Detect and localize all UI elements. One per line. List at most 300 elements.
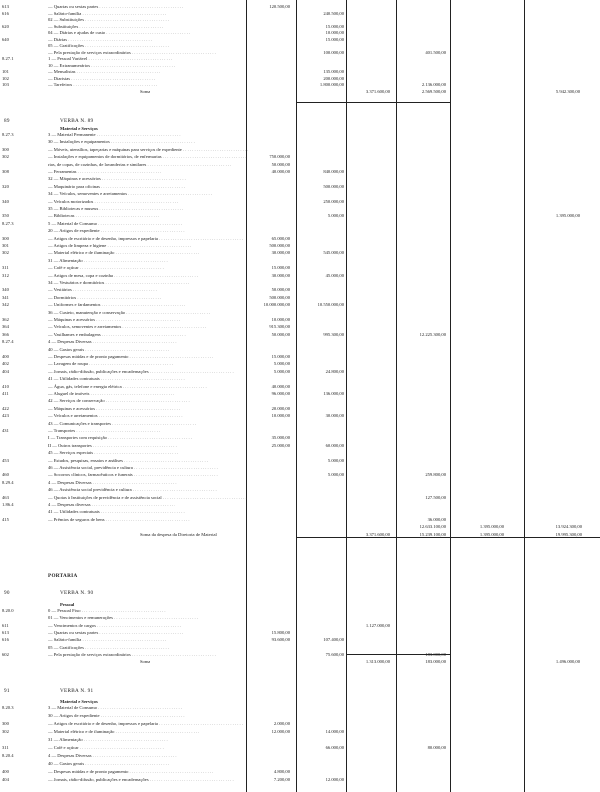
row-value-c1: 40.000,00	[271, 169, 290, 174]
budget-row	[0, 11, 600, 17]
budget-row	[0, 465, 600, 471]
budget-row	[0, 280, 600, 286]
row-label: 41 — Utilidades contratuais . . .	[48, 509, 185, 515]
budget-row	[0, 502, 600, 508]
row-label: Soma da despesa da Diretoria de Material	[140, 531, 217, 537]
row-label: — Jornais, rádio-difusão, publicações e encadernações . . .	[48, 369, 234, 375]
row-label: 05 — Gratificações . . .	[48, 43, 169, 49]
row-code: 453	[2, 457, 9, 463]
row-value-c2: 840.000,00	[323, 169, 344, 174]
row-label: — Artigos de mesa, copa e cozinha . . .	[48, 273, 198, 279]
row-code: 410	[2, 383, 9, 389]
row-code: 320	[2, 183, 9, 189]
row-code: 460	[2, 472, 9, 478]
row-value-c1: 15.000,00	[271, 265, 290, 271]
row-label: 34 — Vestuários e dormitórios . . .	[48, 280, 189, 286]
row-value-grand-total: 13.924.300,00	[555, 524, 582, 530]
row-label: — Bibliotecas . . .	[48, 213, 159, 219]
verba-91-section: Material e Serviços	[60, 699, 98, 704]
row-code: 463	[2, 494, 9, 500]
budget-row	[0, 721, 600, 727]
row-value-c1: 65.000,00	[271, 235, 290, 241]
budget-row	[0, 645, 600, 651]
budget-row	[0, 69, 600, 75]
row-value-c3: 1.313.000,00	[365, 659, 390, 665]
budget-row	[0, 63, 600, 69]
row-value-c1: 5.000,00	[273, 368, 290, 374]
row-value-c1: 5.000,00	[273, 361, 290, 367]
row-label: — Vasilhames e embalagens . . .	[48, 332, 186, 338]
row-label: — Salário-família . . .	[48, 637, 166, 643]
row-code: 8.20.3	[2, 705, 14, 710]
row-code: 340	[2, 198, 9, 204]
budget-row	[0, 324, 600, 330]
budget-row	[0, 769, 600, 775]
budget-row	[0, 761, 600, 767]
row-label: 43 — Comunicações e transportes . . .	[48, 421, 196, 427]
row-label: — Máquinas e acessórios . . .	[48, 317, 180, 323]
row-value-c1: 10.000,00	[271, 317, 290, 322]
row-code: 340	[2, 287, 9, 293]
row-label: 46 — Assistência social previdência e cultura . . .	[48, 487, 217, 493]
row-value-c2: 14.000,00	[325, 729, 344, 734]
row-label: 10 — Extranumerários . . .	[48, 63, 175, 69]
row-value-c1: 25.000,00	[271, 442, 290, 448]
budget-row	[0, 50, 600, 56]
row-label: 5 — Material de Consumo . . .	[48, 221, 182, 227]
row-label: — Pela prestação de serviços extraordinários . . .	[48, 50, 216, 56]
budget-row	[0, 17, 600, 23]
row-code: 362	[2, 317, 9, 322]
budget-row	[0, 82, 600, 88]
budget-row	[0, 361, 600, 367]
row-label: 02 — Substituições . . .	[48, 17, 169, 23]
budget-row	[0, 517, 600, 523]
row-label: — Salário-família . . .	[48, 11, 166, 17]
row-value-c3: 1.127.000,00	[365, 622, 390, 628]
budget-row	[0, 413, 600, 419]
budget-row	[0, 169, 600, 175]
row-value-c1: 500.000,00	[269, 294, 290, 300]
row-code: 423	[2, 413, 9, 419]
budget-row	[0, 243, 600, 249]
row-label: 3 — Material Permanente . . .	[48, 132, 181, 138]
row-value-c5: 1.395.000,00	[479, 524, 504, 530]
budget-row	[0, 615, 600, 621]
row-value-c2: 10.550.000,00	[317, 302, 344, 308]
row-value-c1: 93.600,00	[271, 637, 290, 643]
budget-row	[0, 495, 600, 501]
row-value-c3: 3.371.600,00	[365, 88, 390, 94]
row-value-c4: 401.500,00	[425, 49, 446, 55]
row-value-c2: 500.000,00	[323, 183, 344, 189]
row-label: — Jornais, rádio-difusão, publicações e encadernações . . .	[48, 777, 234, 783]
budget-row	[0, 4, 600, 10]
row-label: — Artigos de limpeza e higiene . . .	[48, 243, 191, 249]
row-code: 613	[2, 629, 9, 635]
row-value-c1: 500.000,00	[269, 243, 290, 248]
budget-row	[0, 302, 600, 308]
row-label: — Pela prestação de serviços extraordinários . . .	[48, 652, 216, 658]
row-code: 602	[2, 651, 9, 657]
row-value-c1: 915.300,00	[269, 324, 290, 330]
row-value-c4: 36.000,00	[427, 516, 446, 522]
row-code: 616	[2, 10, 9, 16]
row-value-c1: 15.800,00	[271, 629, 290, 635]
budget-row	[0, 76, 600, 82]
row-code: 366	[2, 331, 9, 337]
budget-row	[0, 317, 600, 323]
row-code: 640	[2, 36, 9, 42]
row-label: — Quartas ou sextas partes . . .	[48, 630, 183, 636]
budget-row	[0, 191, 600, 197]
row-code: 8.27.1	[2, 56, 14, 61]
budget-row	[0, 347, 600, 353]
row-code: 101	[2, 69, 9, 74]
row-value-c1: 120.500,00	[269, 4, 290, 9]
row-label: Soma	[140, 659, 151, 665]
row-value-c1: 4.800,00	[273, 769, 290, 774]
row-code: 8.27.4	[2, 339, 14, 345]
budget-row	[0, 524, 600, 530]
budget-row	[0, 132, 600, 138]
row-value-c5: 1.496.000,00	[555, 659, 580, 665]
row-value-c1: 10.000.000,00	[263, 302, 290, 308]
sum-rule-top	[296, 102, 450, 103]
budget-row	[0, 391, 600, 397]
row-label: 05 — Gratificações . . .	[48, 645, 169, 651]
row-code: 422	[2, 405, 9, 411]
row-value-c4: 2.569.500,00	[421, 88, 446, 94]
row-label: 3 — Material de Consumo . . .	[48, 705, 182, 711]
row-code: 8.27.3	[2, 220, 14, 226]
row-value-c2: 24.800,00	[325, 368, 344, 374]
budget-row	[0, 354, 600, 360]
row-value-c1: 7.200,00	[273, 777, 290, 782]
row-label: Soma	[140, 88, 151, 94]
row-value-c2: 45.000,00	[325, 272, 344, 278]
row-value-c4: 183.000,00	[425, 659, 446, 665]
budget-row	[0, 637, 600, 643]
row-value-c1: 12.000,00	[271, 729, 290, 734]
row-code: 102	[2, 75, 9, 81]
row-code: 302	[2, 154, 9, 160]
budget-row	[0, 428, 600, 434]
row-value-c2: 5.000,00	[327, 472, 344, 478]
row-label: — Diárias . . .	[48, 37, 152, 43]
row-label: — Veículos motorizados . . .	[48, 199, 178, 205]
row-label: — Material elétrico e de iluminação . . .	[48, 250, 199, 256]
budget-row	[0, 250, 600, 256]
row-value-c2: 15.000,00	[325, 23, 344, 29]
row-value-c4: 127.500,00	[425, 494, 446, 500]
row-value-c2: 100.000,00	[323, 49, 344, 55]
verba-91-code: 91	[4, 688, 10, 694]
portaria-verba-code: 90	[4, 590, 10, 596]
row-code: 308	[2, 169, 9, 174]
row-label: 01 — Vencimentos e remunerações . . .	[48, 615, 198, 621]
row-label: 20 — Artigos de expediente . . .	[48, 228, 185, 234]
budget-row	[0, 213, 600, 219]
row-code: 312	[2, 272, 9, 278]
budget-row	[0, 37, 600, 43]
row-code: 400	[2, 769, 9, 774]
row-label: 4 — Despesas diversas . . .	[48, 502, 175, 508]
portaria-verba-title: VERBA N. 90	[60, 590, 94, 596]
budget-row	[0, 509, 600, 515]
row-label: — Prêmios de seguros de bens . . .	[48, 517, 190, 523]
row-code: 8.27.3	[2, 132, 14, 137]
row-value-c2: 5.000,00	[327, 457, 344, 463]
row-value-c2: 995.300,00	[323, 331, 344, 337]
row-value-c2: 15.000,00	[325, 36, 344, 42]
verba-89-code: 89	[4, 118, 10, 124]
row-value-c4: 15.239.100,00	[419, 531, 446, 537]
budget-row	[0, 310, 600, 316]
row-label: — Lavagem de roupa . . .	[48, 361, 173, 367]
portaria-title: PORTARIA	[48, 573, 78, 579]
row-value-c2: 30.000,00	[325, 413, 344, 419]
row-code: 1.86.4	[2, 502, 14, 507]
budget-row	[0, 139, 600, 145]
row-value-c5: 1.395.000,00	[555, 213, 580, 219]
budget-row	[0, 339, 600, 345]
row-label: — Transportes . . .	[48, 428, 160, 434]
row-code: 620	[2, 23, 9, 29]
row-label: 0 — Pessoal Fixo . . .	[48, 608, 166, 614]
row-label: 42 — Serviços de conservação . . .	[48, 398, 190, 404]
row-label: — Quartas ou sextas partes . . .	[48, 4, 183, 10]
budget-row	[0, 147, 600, 153]
row-label: — Aluguel de imóveis . . .	[48, 391, 174, 397]
budget-row	[0, 332, 600, 338]
row-value-c2: 75.600,00	[325, 651, 344, 657]
row-label: 41 — Utilidades contratuais . . .	[48, 376, 185, 382]
row-label: 36 — Custeio, manutenção e conservação . . .	[48, 310, 210, 316]
row-label: — Substituições . . .	[48, 24, 163, 30]
row-value-c2: 200.000,00	[323, 75, 344, 81]
budget-row	[0, 295, 600, 301]
budget-row	[0, 480, 600, 486]
budget-row	[0, 737, 600, 743]
budget-row	[0, 398, 600, 404]
row-label: — Despesas miúdas e de pronto pagamento . . .	[48, 769, 213, 775]
row-label: 31 — Alimentação . . .	[48, 258, 168, 264]
row-label: 04 — Diárias e ajudas de custo . . .	[48, 30, 190, 36]
row-value-c1: 750.000,00	[269, 154, 290, 160]
row-label: — Tarefeiros . . .	[48, 82, 157, 88]
row-label: — Água, gás, telefone e energia elétrica . . .	[48, 384, 207, 390]
row-label: 4 — Despesas Diversas . . .	[48, 480, 177, 486]
row-value-c4: 80.000,00	[427, 745, 446, 750]
row-value-c2: 545.000,00	[323, 250, 344, 256]
row-label: 30 — Instalações e equipamentos . . .	[48, 139, 195, 145]
row-code: 311	[2, 745, 9, 750]
row-label: — Máquinas e acessórios . . .	[48, 406, 180, 412]
row-code: 616	[2, 637, 9, 643]
verba-89-title: VERBA N. 89	[60, 118, 94, 124]
budget-row	[0, 630, 600, 636]
row-code: 350	[2, 213, 9, 219]
row-value-c2: 12.000,00	[325, 777, 344, 782]
row-code: 341	[2, 294, 9, 300]
row-label: 45 — Serviços especiais . . .	[48, 450, 178, 456]
row-label: 40 — Gastos gerais . . .	[48, 347, 169, 353]
row-value-c4: 12.225.300,00	[419, 331, 446, 337]
budget-row	[0, 623, 600, 629]
budget-row	[0, 56, 600, 62]
row-label: 30 — Artigos de expediente . . .	[48, 713, 185, 719]
budget-row	[0, 435, 600, 441]
row-value-c2: 1.800.000,00	[319, 82, 344, 87]
row-label: — Ferramentas . . .	[48, 169, 161, 175]
row-value-c4: 259.800,00	[425, 472, 446, 478]
budget-row	[0, 184, 600, 190]
budget-row	[0, 199, 600, 205]
row-code: 300	[2, 721, 9, 726]
row-label: — Estudos, pesquisas, ensaios e análises . . .	[48, 458, 208, 464]
sum-rule-89	[296, 537, 600, 538]
row-label: — Artigos de escritório e de desenho, impressos e papelaria . . .	[48, 236, 243, 242]
row-label: 32 — Máquinas e acessórios . . .	[48, 176, 186, 182]
budget-row	[0, 421, 600, 427]
row-value-c2: 66.000,00	[325, 745, 344, 750]
row-label: — Veículos e arreiamentos . . .	[48, 413, 183, 419]
budget-row	[0, 384, 600, 390]
row-value-c2: 5.000,00	[327, 213, 344, 219]
row-value-c1: 20.000,00	[271, 405, 290, 411]
row-value-c4: 183.000,00	[425, 651, 446, 657]
row-value-c5: 1.395.000,00	[479, 531, 504, 537]
row-label: — Dormitórios . . .	[48, 295, 161, 301]
budget-row	[0, 777, 600, 783]
budget-row	[0, 443, 600, 449]
row-code: 342	[2, 302, 9, 308]
row-value-c2: 10.000,00	[325, 30, 344, 35]
verba-89-section: Material e Serviços	[60, 126, 98, 131]
row-label: — Maquinário para oficinas . . .	[48, 184, 185, 190]
row-code: 301	[2, 243, 9, 248]
row-value-c1: 2.000,00	[273, 721, 290, 726]
budget-row	[0, 472, 600, 478]
budget-row	[0, 154, 600, 160]
budget-row	[0, 43, 600, 49]
row-value-c1: 35.000,00	[271, 435, 290, 441]
budget-row	[0, 206, 600, 212]
row-code: 411	[2, 391, 9, 396]
row-value-c2: 136.000,00	[323, 391, 344, 396]
budget-row	[0, 487, 600, 493]
row-label: — Vencimentos de cargos . . .	[48, 623, 181, 629]
row-value-c4: 2.136.000,00	[421, 82, 446, 87]
row-value-grand-total: 19.995.300,00	[555, 531, 582, 537]
row-label: — Material elétrico e de iluminação . . .	[48, 729, 199, 735]
row-label: II — Outros transportes . . .	[48, 443, 177, 449]
row-value-c1: 96.000,00	[271, 391, 290, 396]
row-code: 404	[2, 368, 9, 374]
portaria-section: Pessoal	[60, 602, 75, 607]
row-label: — Uniformes e fardamentos . . .	[48, 302, 185, 308]
budget-row	[0, 652, 600, 658]
row-label: 31 — Alimentação . . .	[48, 737, 168, 743]
row-label: 4 — Despesas Diversas . . .	[48, 753, 177, 759]
row-label: — Instalações e equipamentos de dormitórios, de enfermarias . . .	[48, 154, 247, 160]
row-label: 34 — Veículos, semoventes e arreiamentos . . .	[48, 191, 212, 197]
row-code: 404	[2, 777, 9, 782]
row-label: — Vestiários . . .	[48, 287, 157, 293]
budget-row	[0, 287, 600, 293]
budget-row	[0, 608, 600, 614]
row-value-c1: 40.000,00	[271, 383, 290, 389]
row-value-c3: 3.371.600,00	[365, 531, 390, 537]
budget-row	[0, 745, 600, 751]
budget-row	[0, 458, 600, 464]
row-code: 415	[2, 516, 9, 522]
budget-row	[0, 753, 600, 759]
row-label: — Quotas à Instituições de previdência e de assistência social . . .	[48, 495, 247, 501]
budget-row	[0, 176, 600, 182]
row-code: 8.20.4	[2, 753, 14, 758]
budget-row	[0, 258, 600, 264]
row-code: 302	[2, 250, 9, 256]
row-value-c1: 10.000,00	[271, 413, 290, 419]
row-code: 8.29.4	[2, 479, 14, 485]
row-value-c1: 50.000,00	[271, 331, 290, 337]
row-value-c4: 12.633.100,00	[419, 524, 446, 530]
row-label: — Artigos de escritório e de desenho, impressos e papelaria . . .	[48, 721, 243, 727]
budget-row	[0, 659, 600, 665]
row-label: 35 — Bibliotecas e museus . . .	[48, 206, 183, 212]
row-code: 431	[2, 428, 9, 433]
row-code: 103	[2, 82, 9, 87]
row-code: 611	[2, 622, 9, 628]
budget-row	[0, 450, 600, 456]
row-code: 300	[2, 235, 9, 241]
row-label: — Despesas miúdas e de pronto pagamento . . .	[48, 354, 213, 360]
row-code: 364	[2, 324, 9, 330]
row-label: — Socorros clínicos, farmacêuticos e funerais . . .	[48, 472, 218, 478]
budget-row	[0, 228, 600, 234]
row-value-c1: 50.000,00	[271, 287, 290, 293]
row-code: 302	[2, 729, 9, 734]
row-value-c2: 60.000,00	[325, 442, 344, 448]
row-label: — Móveis, utensílios, tapeçarias e máquinas para serviços de expediente . . .	[48, 147, 248, 153]
budget-row	[0, 273, 600, 279]
row-value-c1: 50.000,00	[271, 161, 290, 167]
row-value-c2: 240.500,00	[323, 10, 344, 16]
budget-row	[0, 713, 600, 719]
row-code: 311	[2, 265, 9, 271]
row-label: 1 — Pessoal Variável . . .	[48, 56, 172, 62]
row-label: rias, de copas, de cozinhas, de lavanderias e similares . . .	[48, 162, 231, 168]
row-label: — Mensalistas . . .	[48, 69, 160, 75]
row-label: — Café e açúcar . . .	[48, 745, 164, 751]
row-code: 8.20.0	[2, 608, 14, 613]
row-label: I — Transportes com requisição . . .	[48, 435, 192, 441]
budget-row	[0, 30, 600, 36]
budget-row	[0, 729, 600, 735]
row-value-c1: 30.000,00	[271, 272, 290, 278]
budget-row	[0, 162, 600, 168]
budget-row	[0, 369, 600, 375]
row-value-c2: 135.000,00	[323, 69, 344, 74]
budget-row	[0, 89, 600, 95]
row-value-c5: 5.942.300,00	[555, 88, 580, 94]
row-label: — Café e açúcar . . .	[48, 265, 164, 271]
budget-row	[0, 236, 600, 242]
row-code: 613	[2, 4, 9, 9]
row-value-c1: 30.000,00	[271, 250, 290, 256]
